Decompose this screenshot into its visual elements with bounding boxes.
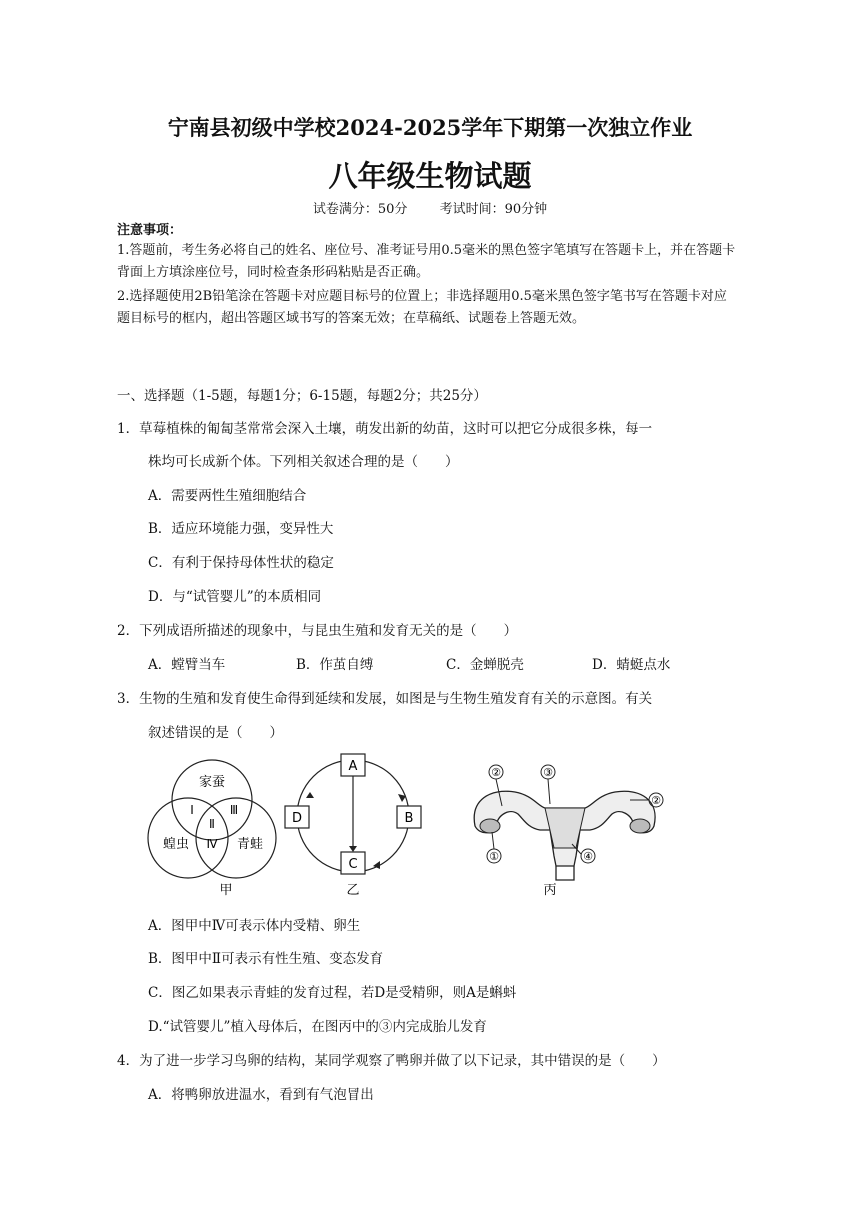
venn-label-silkworm: 家蚕 <box>198 775 226 790</box>
venn-region-1: Ⅰ <box>190 803 194 817</box>
q3-option-d: D.“试管婴儿”植入母体后，在图丙中的③内完成胎儿发育 <box>148 1019 487 1035</box>
q3-stem-line1: 3．生物的生殖和发育使生命得到延续和发展，如图是与生物生殖发育有关的示意图。有关 <box>117 691 653 707</box>
q2-option-b: B．作茧自缚 <box>296 657 374 673</box>
q1-stem-line2: 株均可长成新个体。下列相关叙述合理的是（ ） <box>148 454 459 470</box>
q2-option-d: D．蜻蜓点水 <box>592 657 671 673</box>
q4-option-a: A．将鸭卵放进温水，看到有气泡冒出 <box>148 1087 374 1103</box>
q3-option-c: C．图乙如果表示青蛙的发育过程，若D是受精卵，则A是蝌蚪 <box>148 985 517 1001</box>
uterus-label-3: ③ <box>543 766 553 779</box>
uterus-label-2b: ② <box>651 794 661 807</box>
q3-option-a: A．图甲中Ⅳ可表示体内受精、卵生 <box>148 918 361 934</box>
cycle-label-b: B <box>404 811 414 826</box>
subject-title: 八年级生物试题 <box>328 159 532 193</box>
uterus-label-1: ① <box>489 850 499 863</box>
q3-figure <box>140 748 700 900</box>
section-heading: 一、选择题（1-5题，每题1分；6-15题，每题2分；共25分） <box>117 388 487 404</box>
notice-item-1: 1.答题前，考生务必将自己的姓名、座位号、准考证号用0.5毫米的黑色签字笔填写在答题卡上，并在答题卡背面上方填涂座位号，同时检查条形码粘贴是否正确。 <box>117 243 736 280</box>
cycle-label-c: C <box>348 857 358 872</box>
q1-option-d: D．与“试管婴儿”的本质相同 <box>148 589 322 605</box>
venn-label-frog: 青蛙 <box>236 837 264 852</box>
q2-stem: 2．下列成语所描述的现象中，与昆虫生殖和发育无关的是（ ） <box>117 623 518 639</box>
notice-item-2: 2.选择题使用2B铅笔涂在答题卡对应题目标号的位置上；非选择题用0.5毫米黑色签字笔书写在答题卡对应题目标号的框内，超出答题区域书写的答案无效；在草稿纸、试题卷上答题无效。 <box>117 289 727 326</box>
q3-stem-line2: 叙述错误的是（ ） <box>148 725 283 741</box>
q2-option-a: A．螳臂当车 <box>148 657 226 673</box>
q2-option-c: C．金蝉脱壳 <box>446 657 524 673</box>
cycle-label-d: D <box>291 811 303 826</box>
notice-heading: 注意事项： <box>117 223 183 238</box>
full-score: 试卷满分：50分 <box>312 202 408 217</box>
uterus-label-2a: ② <box>491 766 501 779</box>
cycle-label-a: A <box>348 759 358 774</box>
venn-label-locust: 蝗虫 <box>162 837 190 852</box>
caption-bing: 丙 <box>543 883 557 898</box>
q1-option-c: C．有利于保持母体性状的稳定 <box>148 555 334 571</box>
q1-option-b: B．适应环境能力强，变异性大 <box>148 521 334 537</box>
school-title: 宁南县初级中学校2024-2025学年下期第一次独立作业 <box>167 115 693 140</box>
q1-stem-line1: 1．草莓植株的匍匐茎常常会深入土壤，萌发出新的幼苗，这时可以把它分成很多株，每一 <box>117 421 653 437</box>
figure-bing <box>474 765 663 898</box>
exam-meta <box>0 198 860 217</box>
q1-option-a: A．需要两性生殖细胞结合 <box>148 488 307 504</box>
exam-time: 考试时间：90分钟 <box>439 202 548 217</box>
venn-region-4: Ⅳ <box>206 837 218 851</box>
figure-jia <box>148 760 276 898</box>
uterus-label-4: ④ <box>583 850 593 863</box>
caption-yi: 乙 <box>346 883 360 898</box>
figure-yi <box>285 754 421 898</box>
venn-region-2: Ⅱ <box>209 817 215 831</box>
q4-stem: 4．为了进一步学习鸟卵的结构，某同学观察了鸭卵并做了以下记录，其中错误的是（ ） <box>117 1053 666 1069</box>
caption-jia: 甲 <box>219 883 233 898</box>
q3-option-b: B．图甲中Ⅱ可表示有性生殖、变态发育 <box>148 951 384 967</box>
venn-region-3: Ⅲ <box>229 803 239 817</box>
